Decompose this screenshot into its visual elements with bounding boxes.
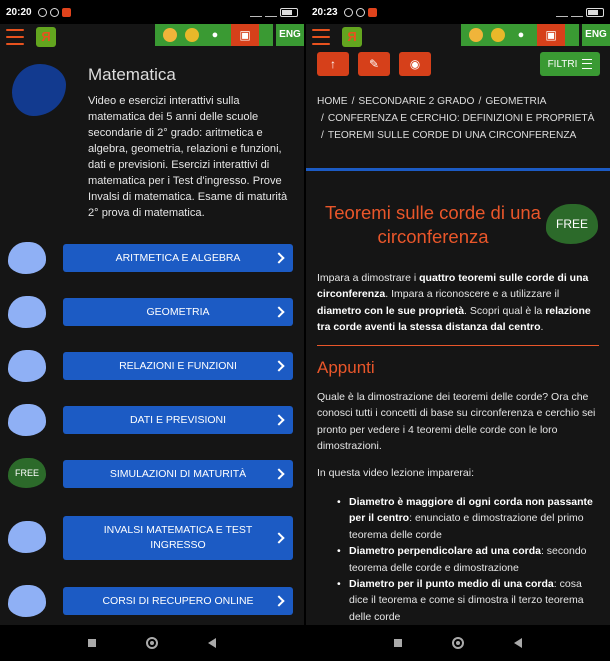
site-header	[0, 24, 304, 50]
coin-icon[interactable]	[163, 28, 177, 42]
category-icon	[8, 404, 46, 436]
chevron-right-icon	[273, 532, 284, 543]
category-icon	[8, 242, 46, 274]
recents-icon[interactable]	[394, 639, 402, 647]
category-item	[0, 352, 304, 386]
back-icon[interactable]	[514, 638, 522, 648]
system-nav-bar	[0, 625, 304, 661]
language-button[interactable]: ENG	[276, 24, 304, 46]
notification-icon	[38, 8, 47, 17]
site-header	[306, 24, 610, 50]
intro-text: .	[540, 321, 544, 334]
signal-icon	[556, 8, 568, 17]
status-indicators	[556, 8, 604, 17]
intro-bold: relazione tra corde aventi la stessa distanza dal centro	[317, 304, 591, 334]
chevron-right-icon	[273, 306, 284, 317]
category-label: INVALSI MATEMATICA E TEST INGRESSO	[103, 524, 253, 551]
category-item	[0, 406, 304, 440]
category-label: ARITMETICA E ALGEBRA	[115, 251, 241, 264]
intro-bold: diametro con le sue proprietà	[317, 304, 465, 317]
bell-icon[interactable]: ●	[517, 28, 525, 41]
list-item-bold: Diametro è maggiore di ogni corda non passante per il centro	[349, 496, 593, 525]
filter-button[interactable]	[540, 52, 600, 76]
subject-description: Video e esercizi interattivi sulla matematica dei 5 anni delle scuole secondarie di 2° grado: aritmetica e algebra, geometria, relazioni e funzioni, dati e previsioni. Esercizi interattivi di matematica per i Test d'ingresso. Prove Invalsi di matematica. Esame di maturità 2° prova di matematica.	[88, 95, 288, 219]
home-icon[interactable]	[452, 637, 464, 649]
system-nav-bar	[306, 625, 610, 661]
chevron-right-icon	[273, 252, 284, 263]
signal-icon	[571, 8, 583, 17]
header-toolbar	[155, 24, 273, 46]
lesson-title: Teoremi sulle corde di una circonferenza	[325, 202, 541, 247]
subject-icon	[12, 64, 66, 116]
signal-icon	[250, 8, 262, 17]
home-icon[interactable]	[146, 637, 158, 649]
category-label: GEOMETRIA	[146, 305, 210, 318]
breadcrumb: HOME / SECONDARIE 2 GRADO / GEOMETRIA / CONFERENZA E CERCHIO: DEFINIZIONI E PROPRIETÀ / TEOREMI SULLE CORDE DI UNA CIRCONFERENZA	[317, 96, 595, 141]
site-logo[interactable]: Я	[342, 27, 362, 47]
list-item-bold: Diametro per il punto medio di una corda	[349, 578, 554, 591]
arrow-up-icon[interactable]: ↑	[317, 52, 349, 76]
status-bar	[306, 0, 610, 24]
coin-icon[interactable]	[491, 28, 505, 42]
app-notification-icon	[368, 8, 377, 17]
battery-icon	[280, 8, 298, 17]
breadcrumb-topic[interactable]: CONFERENZA E CERCHIO: DEFINIZIONI E PROPRIETÀ	[327, 113, 595, 124]
cart-icon[interactable]: ▣	[537, 24, 565, 46]
divider	[306, 168, 610, 171]
menu-icon[interactable]	[6, 29, 24, 45]
list-item-text: : enunciato e dimostrazione del primo teorema delle corde	[349, 512, 584, 541]
category-button[interactable]	[63, 460, 293, 488]
category-item	[0, 587, 304, 621]
status-bar	[0, 0, 304, 24]
app-notification-icon	[62, 8, 71, 17]
status-time: 20:20	[6, 6, 32, 18]
notification-icon	[344, 8, 353, 17]
signal-icon	[265, 8, 277, 17]
recents-icon[interactable]	[88, 639, 96, 647]
language-button[interactable]: ENG	[582, 24, 610, 46]
cart-icon[interactable]: ▣	[231, 24, 259, 46]
lesson-topics-list	[317, 494, 602, 625]
notification-icon	[50, 8, 59, 17]
list-item	[317, 543, 602, 576]
chevron-right-icon	[273, 414, 284, 425]
section-title: Appunti	[317, 358, 375, 377]
filter-label: FILTRI	[547, 58, 578, 70]
free-badge: FREE	[8, 458, 46, 488]
category-item	[0, 244, 304, 278]
free-badge: FREE	[546, 204, 598, 244]
intro-text: Impara a dimostrare i	[317, 272, 420, 284]
intro-text: . Impara a riconoscere e a utilizzare il	[385, 288, 560, 301]
status-indicators	[250, 8, 298, 17]
menu-icon[interactable]	[312, 29, 330, 45]
coin-icon[interactable]	[185, 28, 199, 42]
header-toolbar	[461, 24, 579, 46]
category-button[interactable]	[63, 244, 293, 272]
chevron-right-icon	[273, 468, 284, 479]
divider	[317, 345, 599, 346]
category-label: RELAZIONI E FUNZIONI	[119, 359, 237, 372]
list-item	[317, 576, 602, 625]
page-title: Matematica	[88, 65, 176, 84]
breadcrumb-home[interactable]: HOME	[317, 96, 348, 107]
edit-icon[interactable]: ✎	[358, 52, 390, 76]
coin-icon[interactable]	[469, 28, 483, 42]
category-button[interactable]	[63, 298, 293, 326]
list-item-text: : secondo teorema delle corde e dimostrazione	[349, 545, 587, 574]
battery-icon	[586, 8, 604, 17]
list-item-bold: Diametro perpendicolare ad una corda	[349, 545, 541, 558]
paragraph: Quale è la dimostrazione dei teoremi delle corde? Ora che conosci tutti i concetti di base su circonferenza e cerchio sei pronto per vedere i 4 teoremi delle corde con le loro dimostrazioni.	[317, 391, 596, 453]
category-button[interactable]	[63, 406, 293, 434]
lesson-intro	[317, 270, 602, 336]
back-icon[interactable]	[208, 638, 216, 648]
chevron-right-icon	[273, 595, 284, 606]
action-buttons	[317, 52, 431, 76]
category-button[interactable]	[63, 352, 293, 380]
category-icon	[8, 521, 46, 553]
category-item	[0, 298, 304, 332]
bell-icon[interactable]: ●	[211, 28, 219, 41]
filter-icon	[582, 59, 592, 69]
category-icon	[8, 350, 46, 382]
intro-bold: quattro teoremi sulle corde di una circonferenza	[317, 272, 589, 301]
right-screen	[306, 0, 610, 661]
intro-text: . Scopri qual è la	[464, 304, 546, 317]
paragraph: In questa video lezione imparerai:	[317, 467, 475, 479]
category-label: DATI E PREVISIONI	[129, 413, 227, 426]
site-logo[interactable]: Я	[36, 27, 56, 47]
category-label: SIMULAZIONI DI MATURITÀ	[109, 467, 247, 480]
chevron-right-icon	[273, 360, 284, 371]
notification-icon	[356, 8, 365, 17]
category-item	[0, 460, 304, 494]
category-item	[0, 516, 304, 562]
status-time: 20:23	[312, 6, 338, 18]
category-label: CORSI DI RECUPERO ONLINE	[102, 594, 254, 607]
breadcrumb-subject[interactable]: GEOMETRIA	[485, 96, 547, 107]
category-button[interactable]	[63, 516, 293, 560]
gamepad-icon[interactable]: ◉	[399, 52, 431, 76]
left-screen	[0, 0, 304, 661]
category-button[interactable]	[63, 587, 293, 615]
list-item	[317, 494, 602, 543]
breadcrumb-current: TEOREMI SULLE CORDE DI UNA CIRCONFERENZA	[327, 130, 577, 141]
list-item-text: : cosa dice il teorema e come si dimostra il terzo teorema delle corde	[349, 578, 584, 623]
category-icon	[8, 585, 46, 617]
breadcrumb-level[interactable]: SECONDARIE 2 GRADO	[358, 96, 475, 107]
category-icon	[8, 296, 46, 328]
